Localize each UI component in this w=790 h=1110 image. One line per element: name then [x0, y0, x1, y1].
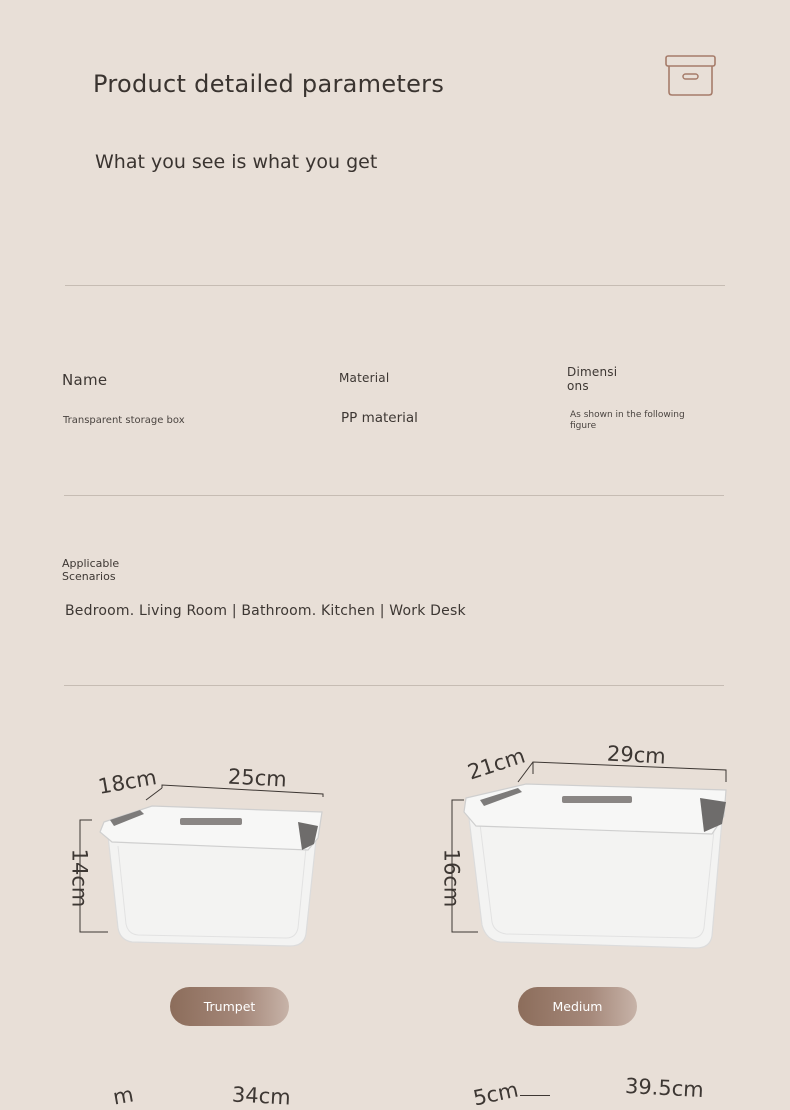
divider [64, 495, 724, 496]
dimension-line [520, 1095, 550, 1096]
medium-length-label: 29cm [606, 741, 667, 769]
name-label: Name [62, 371, 108, 389]
size-option-medium[interactable]: Medium [518, 987, 637, 1026]
small-width-label: 18cm [96, 765, 159, 799]
medium-height-label: 16cm [439, 848, 464, 908]
scenarios-value: Bedroom. Living Room | Bathroom. Kitchen | Work Desk [65, 603, 466, 619]
large-width-label: m [111, 1082, 136, 1110]
page-title: Product detailed parameters [93, 70, 445, 98]
medium-width-label: 21cm [464, 743, 529, 785]
xl-length-label: 39.5cm [624, 1073, 705, 1103]
xl-width-label: 5cm [471, 1077, 521, 1110]
divider [64, 685, 724, 686]
small-height-label: 14cm [67, 848, 92, 908]
large-length-label: 34cm [231, 1082, 292, 1110]
page-subtitle: What you see is what you get [95, 151, 378, 173]
storage-box-icon [665, 55, 717, 97]
dimensions-label-line1: Dimensi [567, 365, 618, 379]
name-value: Transparent storage box [63, 415, 185, 426]
small-length-label: 25cm [227, 764, 288, 792]
divider [65, 285, 725, 286]
size-option-trumpet[interactable]: Trumpet [170, 987, 289, 1026]
dimensions-label-line2: ons [567, 379, 589, 393]
material-value: PP material [341, 410, 418, 426]
material-label: Material [339, 371, 390, 385]
scenarios-label-line2: Scenarios [62, 570, 116, 583]
scenarios-label-line1: Applicable [62, 557, 120, 570]
dimensions-value: As shown in the following figure [570, 410, 685, 431]
